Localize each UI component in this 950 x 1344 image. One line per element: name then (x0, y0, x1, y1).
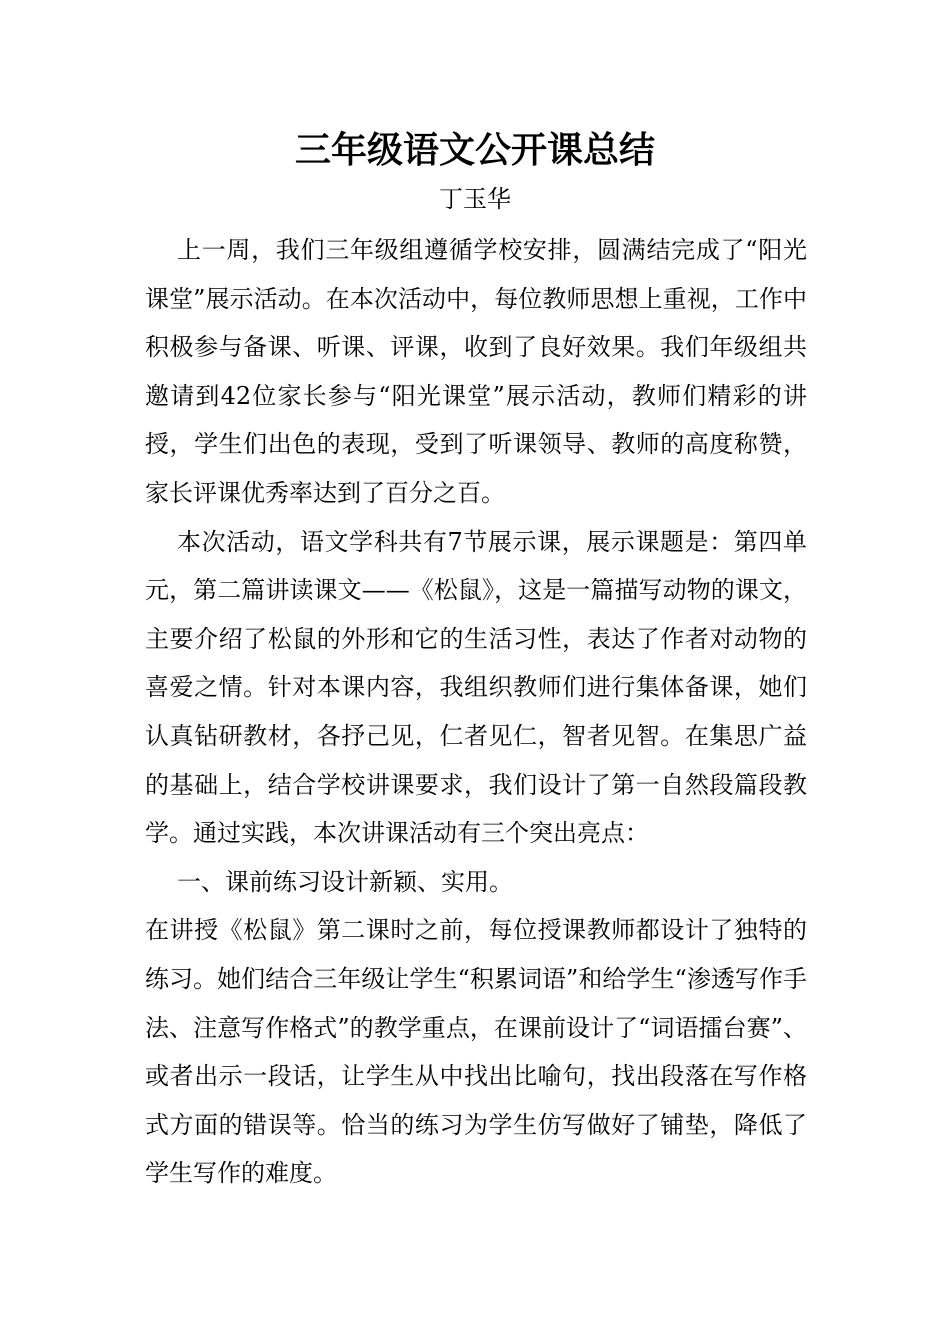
paragraph-practice: 在讲授《松鼠》第二课时之前，每位授课教师都设计了独特的练习。她们结合三年级让学生“积累词语”和给学生“渗透写作手法、注意写作格式”的教学重点，在课前设计了“词语擂台赛”、或者出示一段话，让学生从中找出比喻句，找出段落在写作格式方面的错误等。恰当的练习为学生仿写做好了铺垫，降低了学生写作的难度。 (145, 916, 807, 1188)
paragraph-intro: 上一周，我们三年级组遵循学校安排，圆满结完成了“阳光课堂”展示活动。在本次活动中，每位教师思想上重视，工作中积极参与备课、听课、评课，收到了良好效果。我们年级组共邀请到42位家长参与“阳光课堂”展示活动，教师们精彩的讲授，学生们出色的表现，受到了听课领导、教师的高度称赞，家长评课优秀率达到了百分之百。 (145, 236, 807, 507)
document-title: 三年级语文公开课总结 (294, 129, 655, 171)
document-author: 丁玉华 (439, 185, 511, 213)
paragraph-activity: 本次活动，语文学科共有7节展示课，展示课题是：第四单元，第二篇讲读课文——《松鼠》，这是一篇描写动物的课文，主要介绍了松鼠的外形和它的生活习性，表达了作者对动物的喜爱之情。针对本课内容，我组织教师们进行集体备课，她们认真钻研教材，各抒己见，仁者见仁，智者见智。在集思广益的基础上，结合学校讲课要求，我们设计了第一自然段篇段教学。通过实践，本次讲课活动有三个突出亮点： (145, 527, 807, 848)
paragraph-heading-one: 一、课前练习设计新颖、实用。 (177, 867, 513, 896)
document-body (145, 226, 807, 1198)
